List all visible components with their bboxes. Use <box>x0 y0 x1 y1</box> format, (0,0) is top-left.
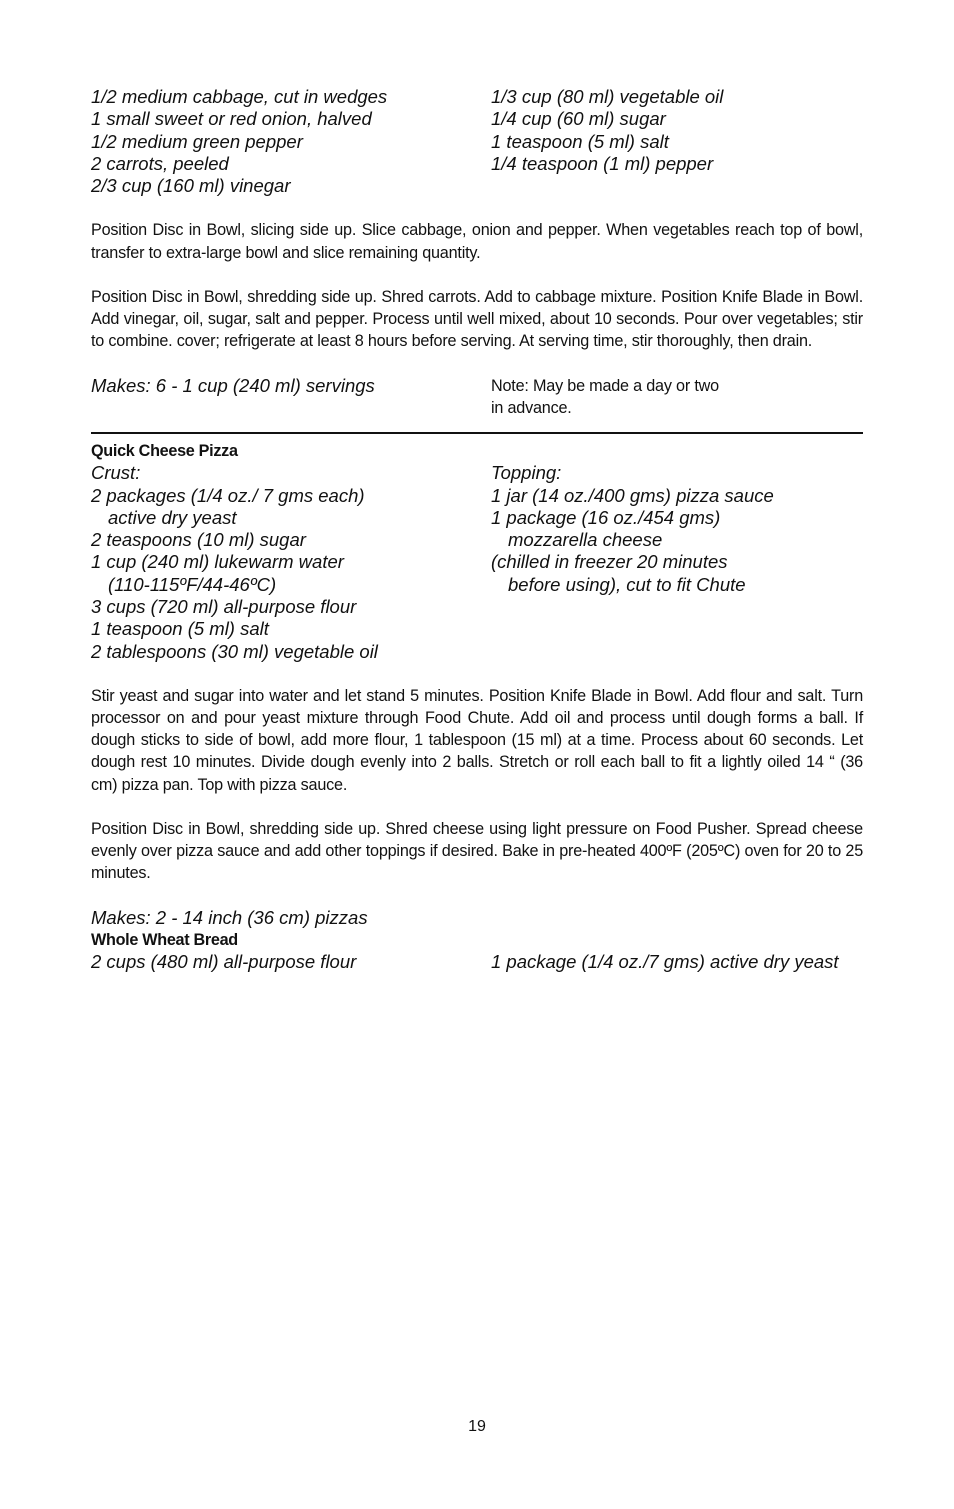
coleslaw-makes: Makes: 6 - 1 cup (240 ml) servings <box>91 374 375 396</box>
ingredient: 1/2 medium cabbage, cut in wedges <box>91 86 388 107</box>
recipe-page <box>91 86 863 973</box>
topping-label: Topping: <box>491 462 562 484</box>
pizza-step-1: Stir yeast and sugar into water and let stand 5 minutes. Position Knife Blade in Bowl. Add flour and salt. Turn processor on and pour yeast mixture through Food Chute. Add oil and process until dough forms a ball. If dough sticks to side of bowl, add more flour, 1 tablespoon (15 ml) at a time. Process about 60 seconds. Let dough rest 10 minutes. Divide dough evenly into 2 balls. Stretch or roll each ball to fit a lightly oiled 14 “ (36 cm) pizza pan. Top with pizza sauce. <box>91 686 863 794</box>
ingredient: (110-115ºF/44-46ºC) <box>108 573 277 595</box>
ingredient: active dry yeast <box>108 506 237 528</box>
ingredient: 1/4 teaspoon (1 ml) pepper <box>491 152 714 174</box>
note-line: in advance. <box>491 398 572 417</box>
ingredient: 1 teaspoon (5 ml) salt <box>91 618 269 640</box>
ingredient: 2/3 cup (160 ml) vinegar <box>91 175 291 197</box>
ingredient: 1/2 medium green pepper <box>91 130 303 152</box>
coleslaw-yield-row <box>91 375 863 419</box>
pizza-ingredients <box>91 462 863 663</box>
coleslaw-ingredients <box>91 86 863 197</box>
coleslaw-step-2: Position Disc in Bowl, shredding side up. Shred carrots. Add to cabbage mixture. Position Knife Blade in Bowl. Add vinegar, oil, sugar, salt and pepper. Process until well mixed, about 10 seconds. Pour over vegetables; stir to combine. cover; refrigerate at least 8 hours before serving. At serving time, stir thoroughly, then drain. <box>91 287 863 351</box>
bread-ingredients <box>91 951 863 973</box>
coleslaw-note <box>491 375 863 419</box>
ingredient: 2 tablespoons (30 ml) vegetable oil <box>91 640 378 662</box>
note-line: Note: May be made a day or two <box>491 376 719 395</box>
ingredient: 2 cups (480 ml) all-purpose flour <box>91 951 357 973</box>
pizza-step-2: Position Disc in Bowl, shredding side up. Shred cheese using light pressure on Food Pusher. Spread cheese evenly over pizza sauce and add other toppings if desired. Bake in pre-heated 400ºF (205ºC) oven for 20 to 25 minutes. <box>91 819 863 883</box>
pizza-crust-list <box>91 462 491 663</box>
recipe-title-pizza: Quick Cheese Pizza <box>91 441 238 460</box>
ingredient: 3 cups (720 ml) all-purpose flour <box>91 595 357 617</box>
ingredient: 2 carrots, peeled <box>91 152 229 174</box>
coleslaw-step-1: Position Disc in Bowl, slicing side up. Slice cabbage, onion and pepper. When vegetables reach top of bowl, transfer to extra-large bowl and slice remaining quantity. <box>91 221 863 262</box>
ingredient: mozzarella cheese <box>508 529 663 551</box>
page-number: 19 <box>468 1418 486 1435</box>
ingredient: 2 packages (1/4 oz./ 7 gms each) <box>91 484 365 506</box>
ingredient: (chilled in freezer 20 minutes <box>491 551 728 573</box>
ingredient: 1 cup (240 ml) lukewarm water <box>91 551 344 573</box>
ingredient: before using), cut to fit Chute <box>508 573 746 595</box>
ingredient: 1/3 cup (80 ml) vegetable oil <box>491 86 724 107</box>
coleslaw-ingredients-right <box>491 86 863 197</box>
ingredient: 1 jar (14 oz./400 gms) pizza sauce <box>491 484 774 506</box>
ingredient: 1 small sweet or red onion, halved <box>91 108 372 130</box>
pizza-makes: Makes: 2 - 14 inch (36 cm) pizzas <box>91 906 368 928</box>
crust-label: Crust: <box>91 462 141 484</box>
ingredient: 1 package (1/4 oz./7 gms) active dry yeast <box>491 951 839 973</box>
pizza-topping-list <box>491 462 863 663</box>
recipe-title-bread: Whole Wheat Bread <box>91 930 238 949</box>
ingredient: 1 package (16 oz./454 gms) <box>491 506 721 528</box>
coleslaw-ingredients-left <box>91 86 491 197</box>
ingredient: 2 teaspoons (10 ml) sugar <box>91 529 306 551</box>
section-divider <box>91 432 863 434</box>
ingredient: 1 teaspoon (5 ml) salt <box>491 130 669 152</box>
ingredient: 1/4 cup (60 ml) sugar <box>491 108 666 130</box>
